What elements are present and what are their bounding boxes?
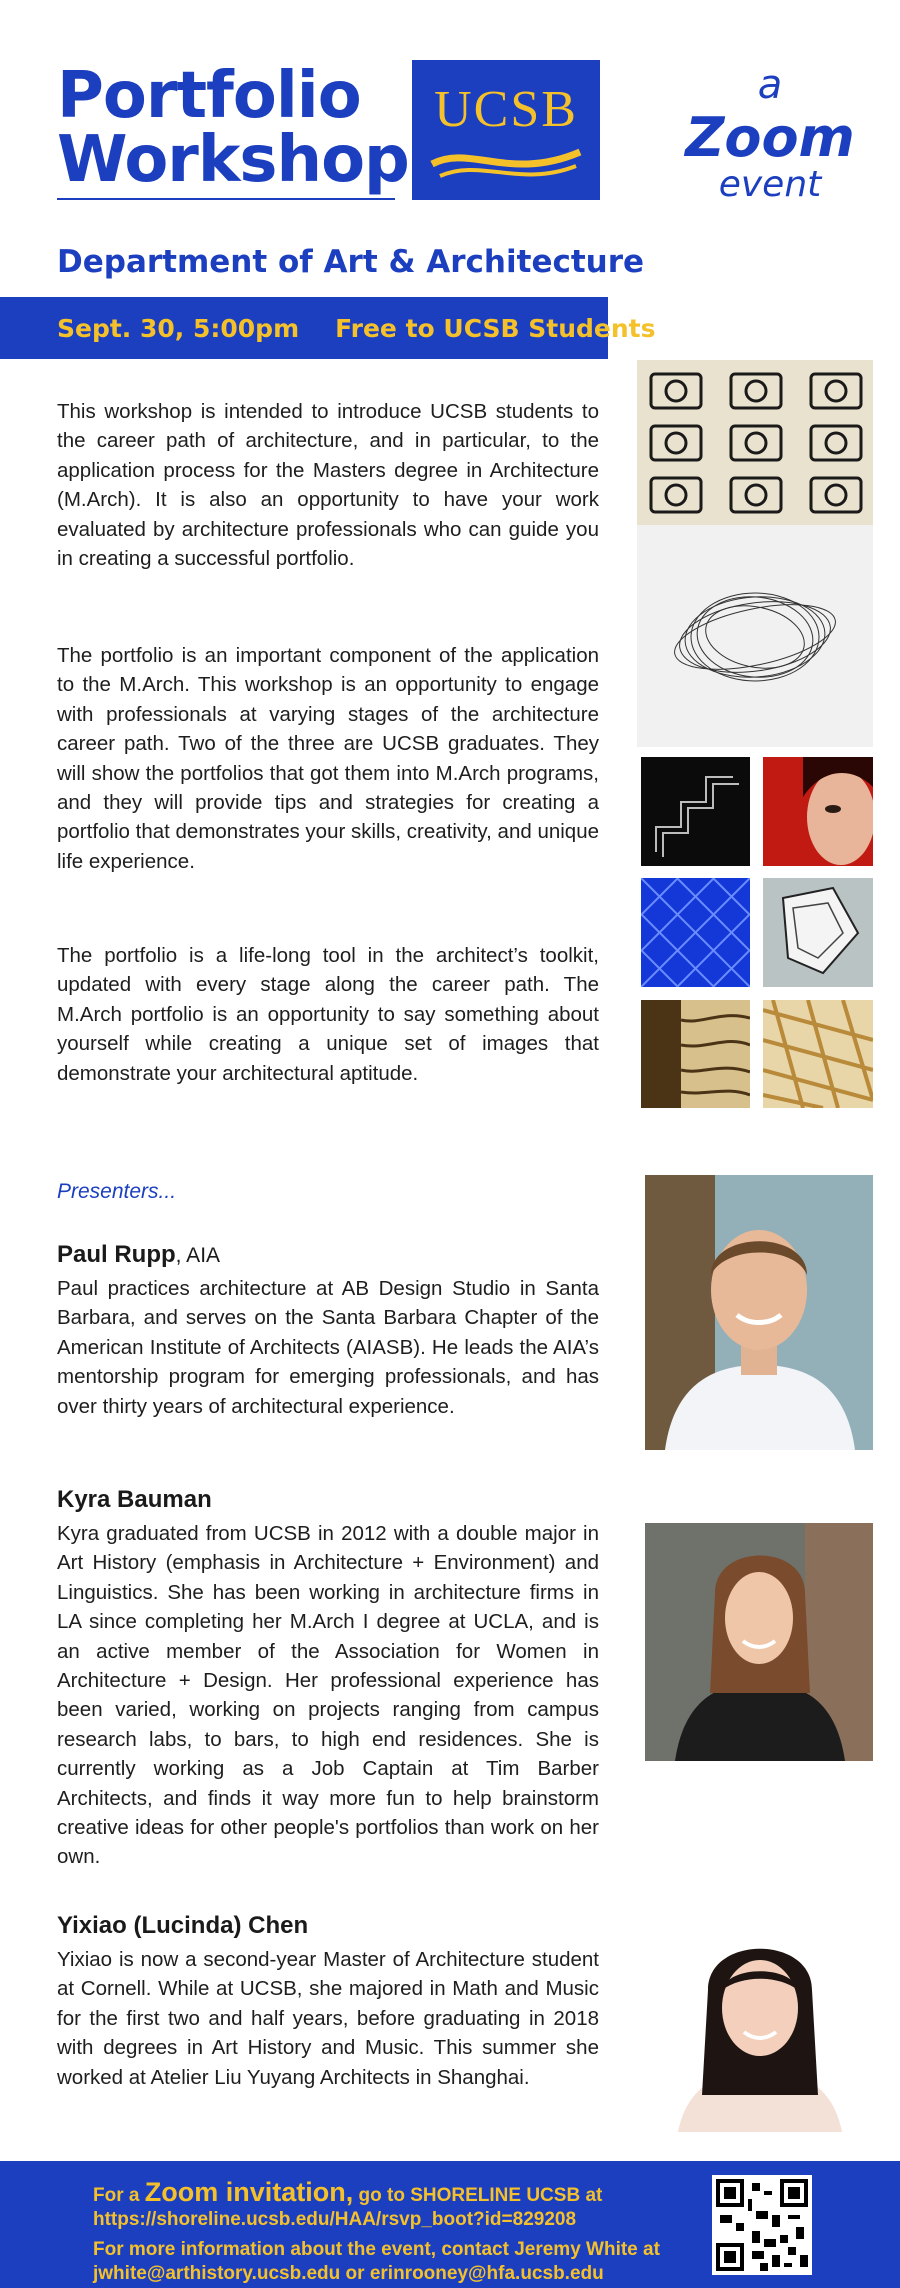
wood-lattice-image (763, 1000, 873, 1108)
footer-for-a: For a (93, 2185, 145, 2206)
date-banner (0, 297, 656, 359)
zoom-event: event (718, 164, 822, 205)
footer-banner (0, 2161, 900, 2288)
contact-emails[interactable]: jwhite@arthistory.ucsb.edu or erinrooney@hfa.ucsb.edu (93, 2263, 604, 2284)
wire-sculpture-image (637, 525, 873, 747)
presenter-name-yixiao: Yixiao (Lucinda) Chen (57, 1912, 309, 1939)
event-date: Sept. 30, 5:00pm (57, 314, 300, 343)
contact-line: For more information about the event, contact Jeremy White at (93, 2239, 660, 2260)
presenter-credential: , AIA (175, 1244, 221, 1267)
tree-model-image (641, 1000, 750, 1108)
yixiao-chen-photo (668, 1920, 852, 2132)
presenters-heading: Presenters... (57, 1180, 177, 1203)
portrait-face-image (763, 757, 873, 866)
qr-code-icon (712, 2175, 812, 2275)
blue-tufted-image (641, 878, 750, 987)
logo-text: UCSB (434, 81, 578, 138)
department-title: Department of Art & Architecture (57, 244, 645, 280)
title-line-2: Workshop (57, 123, 409, 197)
presenter-bio-paul: Paul practices architecture at AB Design Studio in Santa Barbara, and serves on the Santa Barbara Chapter of the American Institute of Architects (AIASB). He leads the AIA’s mentorship program for emerging professionals, and has over thirty years of architectural experience. (57, 1277, 599, 1418)
intro-paragraph-3: The portfolio is a life-long tool in the architect’s toolkit, updated with every stage along the career path. The M.Arch portfolio is an opportunity to say something about yourself while creating a unique set of images that demonstrate your architectural aptitude. (57, 944, 599, 1085)
wave-icon (430, 142, 582, 182)
presenter-name-kyra: Kyra Bauman (57, 1486, 212, 1513)
cameras-collage-image (637, 360, 873, 525)
zoom-word: Zoom (685, 106, 855, 169)
intro-paragraph-1: This workshop is intended to introduce UCSB students to the career path of architecture, and in particular, to the application process for the Masters degree in Architecture (M.Arch). It is also an opportunity to have your work evaluated by architecture professionals who can guide you in creating a successful portfolio. (57, 400, 599, 571)
zoom-a: a (757, 62, 783, 108)
intro-paragraph-2: The portfolio is an important component of the application to the M.Arch. This workshop is an opportunity to engage with professionals at varying stages of the architecture career path. Two of the three are UCSB graduates. They will show the portfolios that got them into M.Arch programs, and they will provide tips and strategies for creating a portfolio that demonstrates your skills, creativity, and unique life experience. (57, 644, 599, 873)
free-admission: Free to UCSB Students (335, 314, 656, 343)
ucsb-logo (412, 60, 600, 200)
workshop-title (57, 59, 409, 197)
zoom-invitation-text: Zoom invitation, (144, 2177, 354, 2207)
folded-metal-image (763, 878, 873, 987)
presenter-name-paul: Paul Rupp, AIA (57, 1241, 221, 1268)
title-line-1: Portfolio (57, 59, 361, 133)
paul-rupp-photo (645, 1175, 873, 1450)
presenter-bio-yixiao: Yixiao is now a second-year Master of Architecture student at Cornell. While at UCSB, she majored in Math and Music for the first two and half years, before graduating in 2018 with degrees in Art History and Music. This summer she worked at Atelier Liu Yuyang Architects in Shanghai. (57, 1948, 599, 2089)
rsvp-link[interactable]: https://shoreline.ucsb.edu/HAA/rsvp_boot?id=829208 (93, 2209, 577, 2230)
glass-shelves-image (641, 757, 750, 866)
presenter-bio-kyra: Kyra graduated from UCSB in 2012 with a double major in Art History (emphasis in Architecture + Environment) and Linguistics. She has been working in architecture firms in LA since completing her M.Arch I degree at UCLA, and is an active member of the Association for Women in Architecture + Design. Her professional experience has been varied, working on projects ranging from campus research labs, to bars, to high end residences. She is currently working as a Job Captain at Tim Barber Architects, and finds it way more fun to help brainstorm creative ideas for other people's portfolios than work on her own. (57, 1522, 599, 1869)
title-underline (57, 198, 395, 200)
kyra-bauman-photo (645, 1523, 873, 1761)
footer-go-to: go to SHORELINE UCSB at (353, 2185, 603, 2206)
